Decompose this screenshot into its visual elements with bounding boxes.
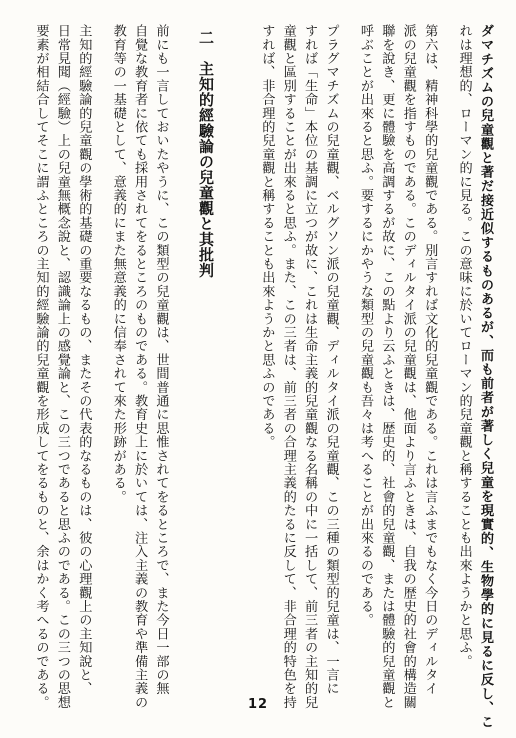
section-number: 二 bbox=[196, 30, 215, 46]
text-line: ダマチズムの兒童觀と著だ接近似するものあるが、而も前者が著しく兒童を現實的、生物學的に見るに反し、こ bbox=[478, 24, 493, 729]
text-line: 要素が相結合してそこに謂ふところの主知的經驗論的兒童觀を形成してをるものと、余はかく考へるのである。 bbox=[33, 24, 49, 709]
text-line: 前にも一言しておいたやうに、この類型の兒童觀は、世間普通に思惟されてをるところで、また今日一部の無 bbox=[153, 24, 169, 696]
text-line: すれば「生命」本位の基調に立つが故に、これは生命主義的兒童觀なる名稱の中に一括して、前三者の主知的兒 bbox=[302, 24, 318, 709]
text-line: れは理想的、ローマン的に見る。この意味に於いてローマン的兒童觀と稱することも出來ようかと思ふ。 bbox=[456, 24, 472, 668]
section-title: 主知的經驗論の兒童觀と其批判 bbox=[196, 61, 215, 278]
text-line: 日常見聞（經驗）上の兒童無概念說と、認識論上の感覺論と、この三つであると思ふのである。この三つの思想 bbox=[54, 24, 70, 709]
text-line: 聯を說き、更に體驗を高調するが故に、この點より云ふときは、歴史的、社會的兒童觀、または體驗的兒童觀と bbox=[379, 24, 395, 709]
text-line: 主知的經驗論的兒童觀の學術的基礎の重要なるもの、またその代表的なるものは、彼の心理觀上の主知說と、 bbox=[76, 24, 92, 696]
text-line: 呼ぶことが出來ると思ふ。要するにかやうな類型の兒童觀も吾々は考へることが出來るのである。 bbox=[357, 24, 373, 627]
text-line: すれば、非合理的兒童觀と稱することも出來ようかと思ふのである。 bbox=[259, 24, 275, 449]
text-line: 童觀と區別することが出來ると思ふ。また、この三者は、前三者の合理主義的たるに反して、非合理的特色を持 bbox=[280, 24, 296, 709]
section-heading bbox=[185, 30, 256, 658]
text-line: 派の兒童觀を指すものである。このディルタイ派の兒童觀は、他面より言ふときは、自我の歴史的社會的構造關 bbox=[400, 24, 416, 709]
text-line: 教育等の一基礎として、意義的にまた無意義的に信奉されて來た形跡がある。 bbox=[110, 24, 126, 504]
text-line: 自覺な教育者に依ても採用されてをるところのものである。教育史上に於いては、注入主義の教育や準備主義の bbox=[132, 24, 148, 709]
text-line: 第六は、精神科學的兒童觀である。別言すれば文化的兒童觀である。これは言ふまでもなく今日のディルタイ bbox=[422, 24, 438, 696]
page-number: 12 bbox=[247, 697, 269, 712]
text-line: プラグマチズムの兒童觀、ベルグソン派の兒童觀、ディルタイ派の兒童觀、この三種の類型的兒童は、一言に bbox=[323, 24, 339, 696]
